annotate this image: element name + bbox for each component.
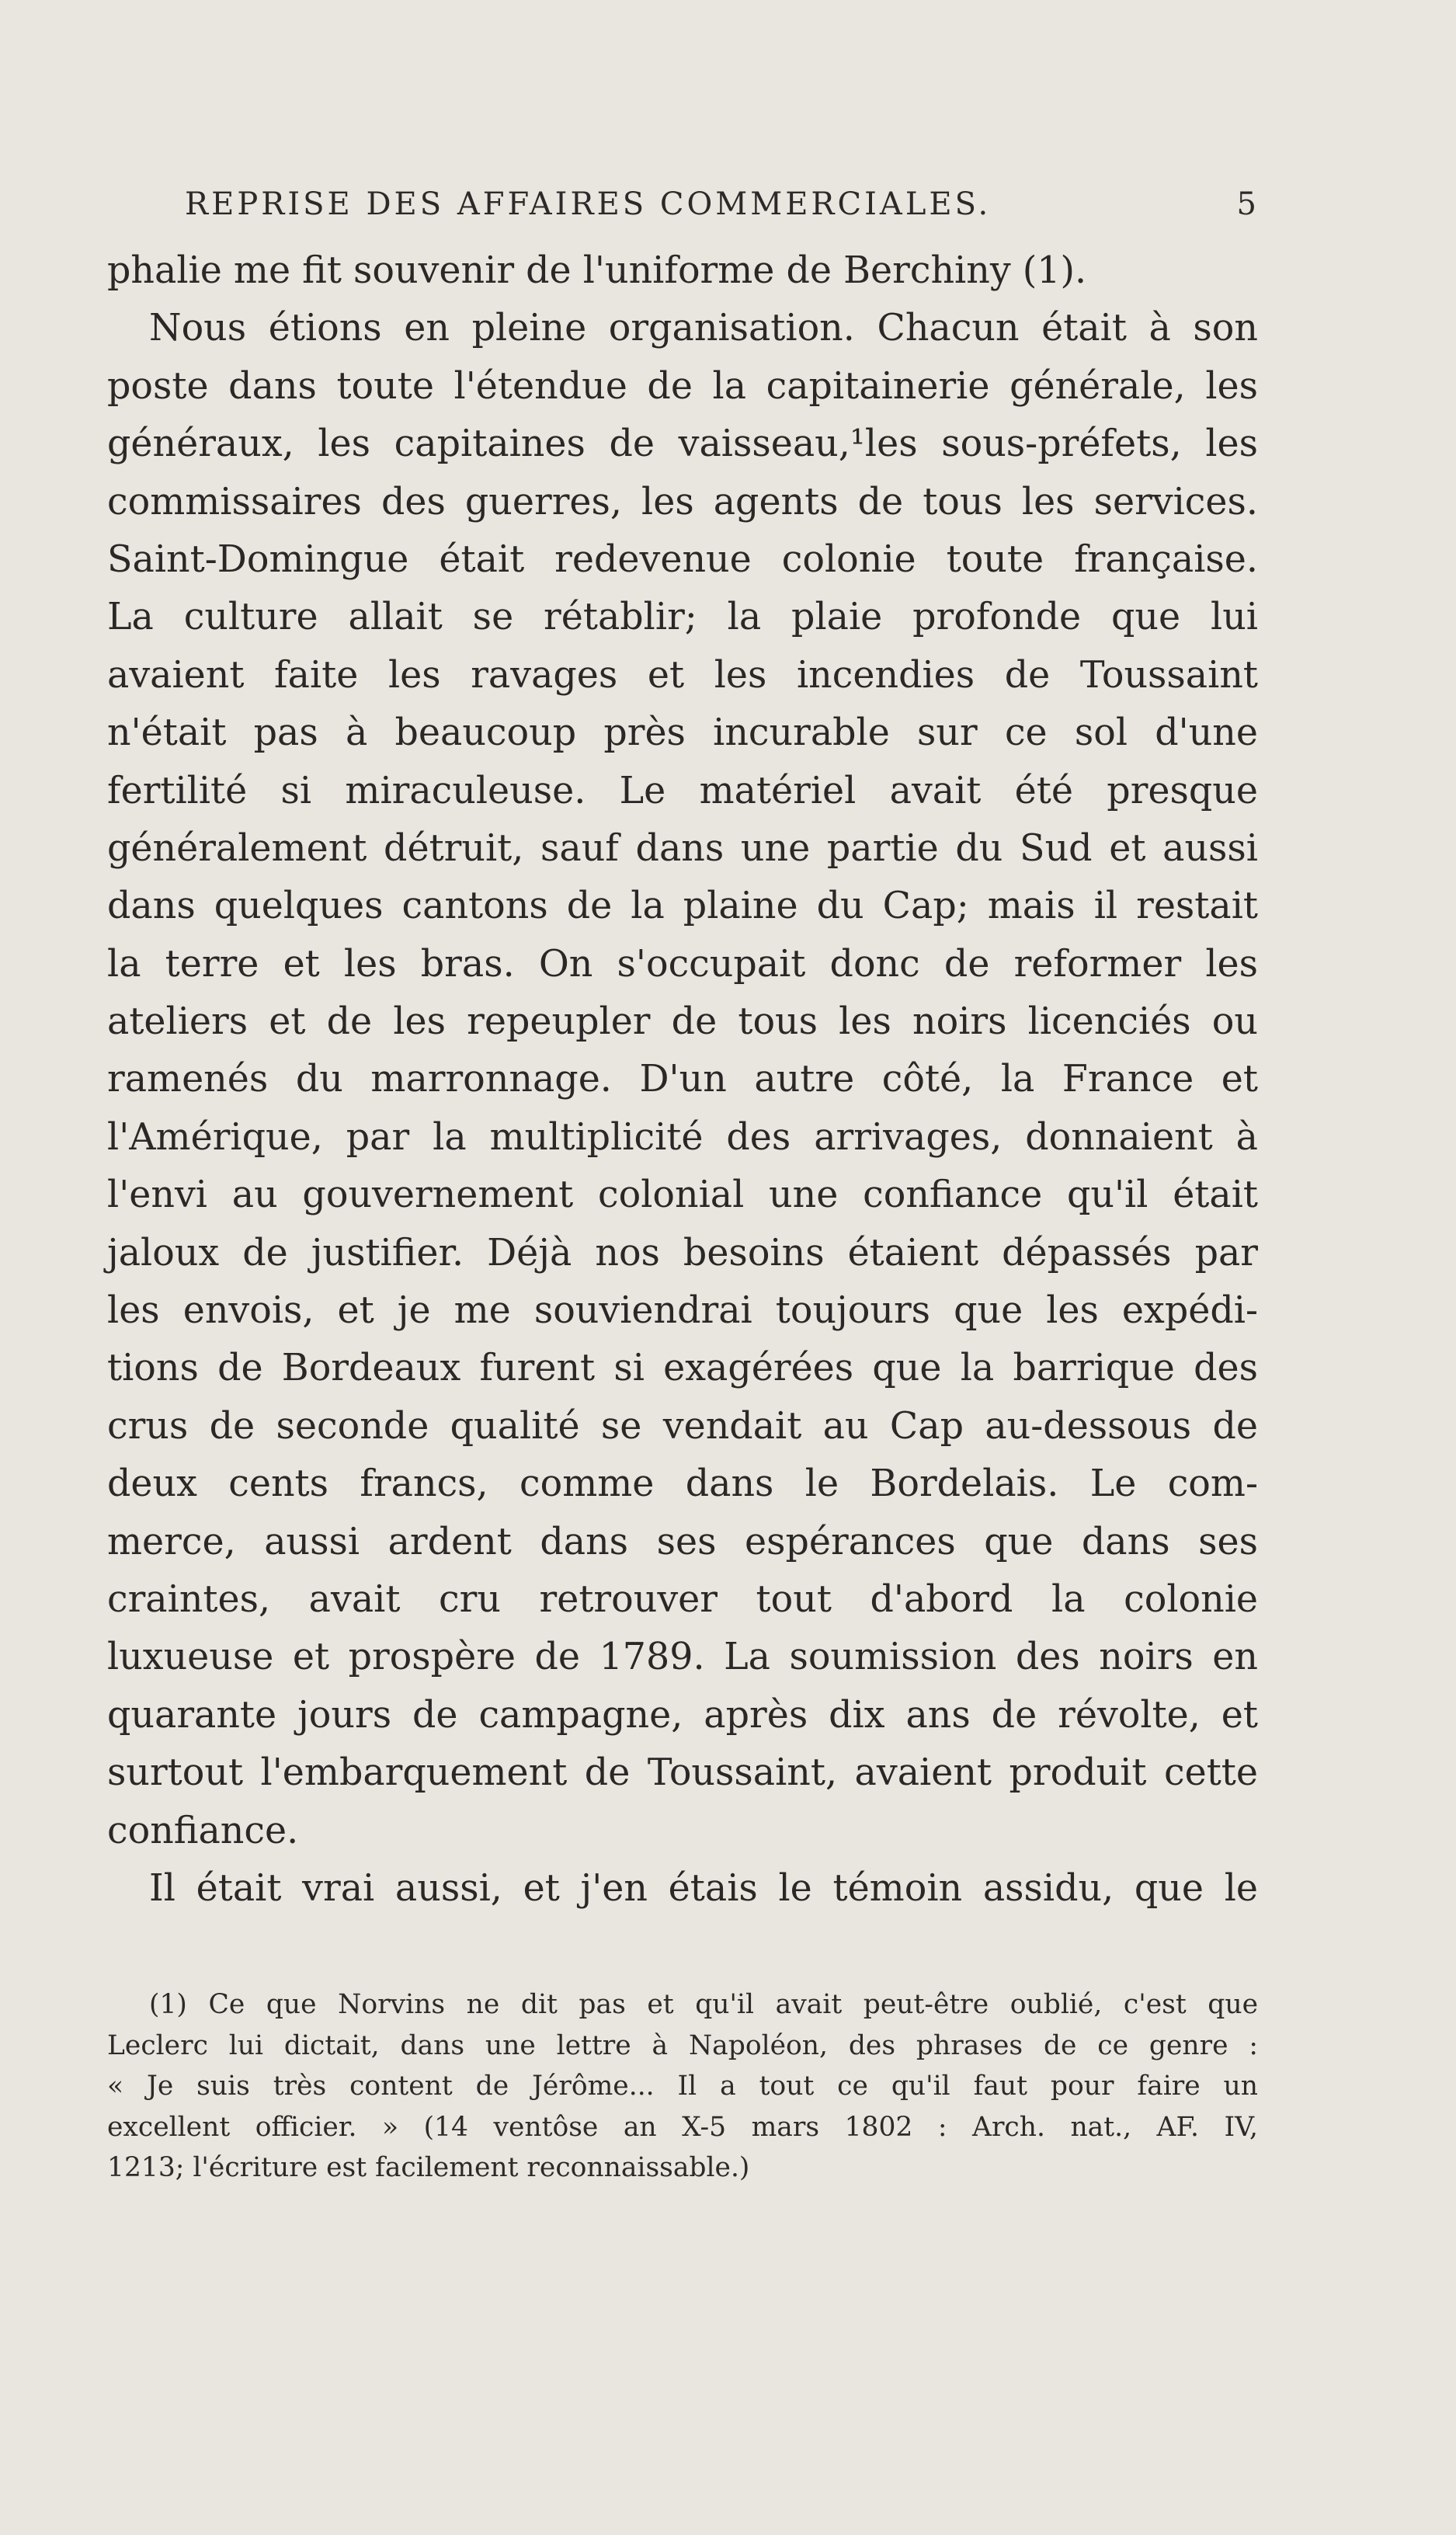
text-line: ateliers et de les repeupler de tous les noirs licenciés ou <box>107 1000 1258 1044</box>
text-line: quarante jours de campagne, après dix ans de révolte, et <box>107 1693 1258 1737</box>
text-line: deux cents francs, comme dans le Bordelais. Le com- <box>107 1462 1258 1506</box>
footnote-line: Leclerc lui dictait, dans une lettre à Napoléon, des phrases de ce genre : <box>107 2029 1258 2061</box>
footnote-line: 1213; l'écriture est facilement reconnaissable.) <box>107 2152 750 2184</box>
text-line: confiance. <box>107 1809 299 1852</box>
text-line: dans quelques cantons de la plaine du Cap; mais il restait <box>107 885 1258 928</box>
text-line: luxueuse et prospère de 1789. La soumission des noirs en <box>107 1636 1258 1679</box>
text-line: généraux, les capitaines de vaisseau,¹les sous-préfets, les <box>107 422 1258 466</box>
footnote-line: excellent officier. » (14 ventôse an X-5 mars 1802 : Arch. nat., AF. IV, <box>107 2111 1258 2143</box>
text-line: avaient faite les ravages et les incendies de Toussaint <box>107 653 1258 697</box>
text-line: ramenés du marronnage. D'un autre côté, la France et <box>107 1058 1258 1101</box>
text-line: surtout l'embarquement de Toussaint, avaient produit cette <box>107 1751 1258 1795</box>
text-line: l'envi au gouvernement colonial une confiance qu'il était <box>107 1174 1258 1217</box>
page-header <box>185 186 1256 233</box>
text-line: La culture allait se rétablir; la plaie profonde que lui <box>107 596 1258 639</box>
text-line: phalie me fit souvenir de l'uniforme de Berchiny (1). <box>107 249 1087 292</box>
text-line: poste dans toute l'étendue de la capitainerie générale, les <box>107 364 1258 408</box>
footnote-line: « Je suis très content de Jérôme... Il a tout ce qu'il faut pour faire un <box>107 2071 1258 2102</box>
footnote <box>107 1984 1258 2189</box>
text-line: craintes, avait cru retrouver tout d'abord la colonie <box>107 1577 1258 1621</box>
text-line: fertilité si miraculeuse. Le matériel avait été presque <box>107 769 1258 812</box>
text-line: la terre et les bras. On s'occupait donc de reformer les <box>107 942 1258 986</box>
running-title: REPRISE DES AFFAIRES COMMERCIALES. <box>185 186 992 222</box>
text-line: commissaires des guerres, les agents de tous les services. <box>107 480 1258 523</box>
page-number: 5 <box>1236 186 1256 222</box>
footnote-line: (1) Ce que Norvins ne dit pas et qu'il avait peut-être oublié, c'est que <box>149 1989 1258 2020</box>
text-line: Nous étions en pleine organisation. Chacun était à son <box>149 307 1258 350</box>
text-line: tions de Bordeaux furent si exagérées que la barrique des <box>107 1347 1258 1390</box>
main-text <box>107 242 1258 1918</box>
text-line: généralement détruit, sauf dans une partie du Sud et aussi <box>107 826 1258 870</box>
text-line: merce, aussi ardent dans ses espérances que dans ses <box>107 1520 1258 1563</box>
text-line: Saint-Domingue était redevenue colonie toute française. <box>107 537 1258 581</box>
text-line: les envois, et je me souviendrai toujours que les expédi- <box>107 1289 1258 1333</box>
text-line: jaloux de justifier. Déjà nos besoins étaient dépassés par <box>107 1231 1258 1274</box>
text-line: l'Amérique, par la multiplicité des arrivages, donnaient à <box>107 1115 1258 1159</box>
text-line: crus de seconde qualité se vendait au Cap au-dessous de <box>107 1404 1258 1448</box>
text-line: n'était pas à beaucoup près incurable sur ce sol d'une <box>107 711 1258 755</box>
text-line: Il était vrai aussi, et j'en étais le témoin assidu, que le <box>149 1866 1258 1910</box>
